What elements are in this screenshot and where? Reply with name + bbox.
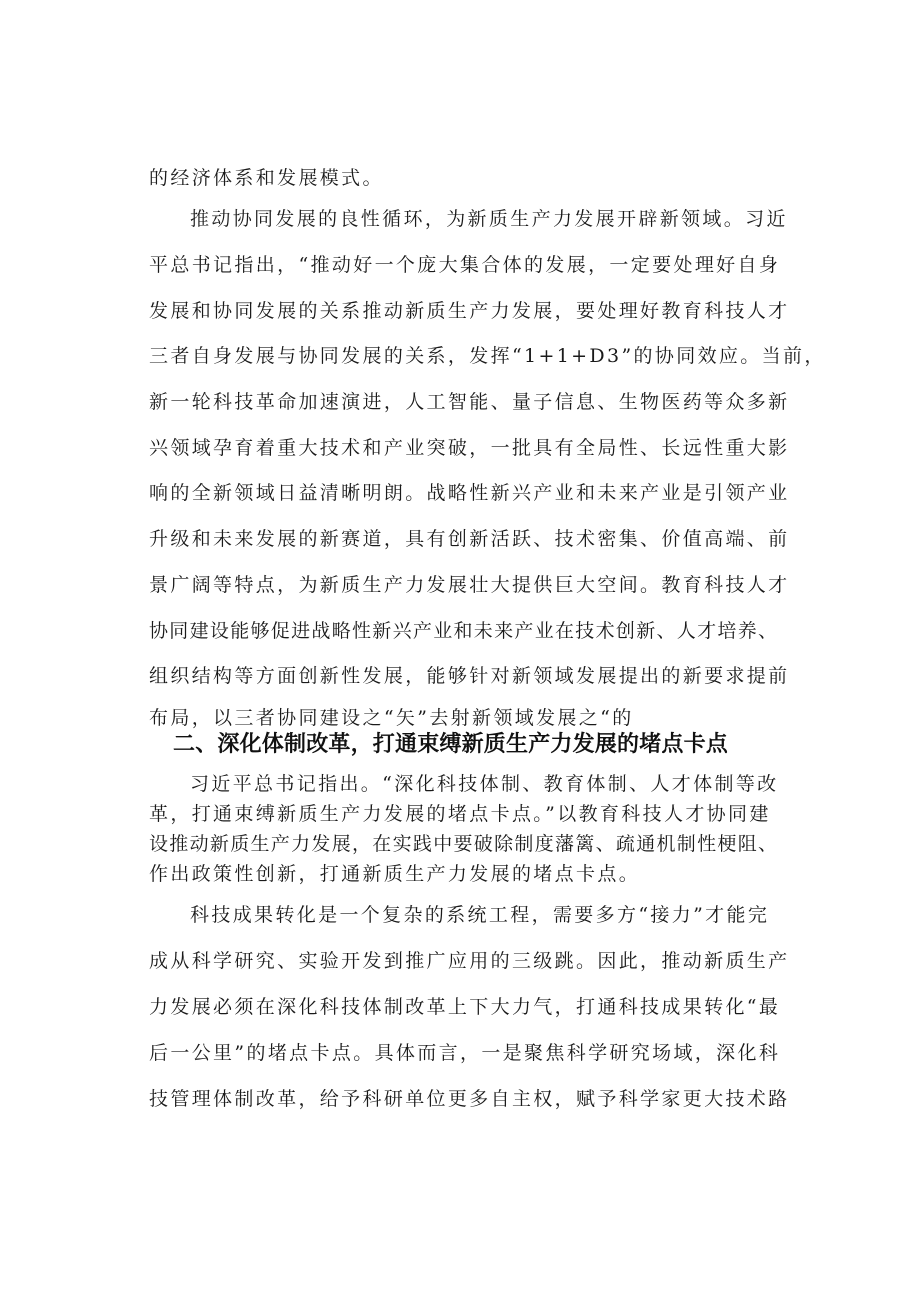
body-text-line: 推动协同发展的良性循环，为新质生产力发展开辟新领域。习近 — [190, 208, 788, 230]
body-text-line: 协同建设能够促进战略性新兴产业和未来产业在技术创新、人才培养、 — [149, 620, 779, 642]
body-text-line: 景广阔等特点，为新质生产力发展壮大提供巨大空间。教育科技人才 — [149, 574, 790, 596]
body-text-line: 作出政策性创新，打通新质生产力发展的堵点卡点。 — [149, 863, 641, 885]
body-text-line: 三者自身发展与协同发展的关系，发挥“1+1+D3”的协同效应。当前， — [149, 345, 826, 367]
body-text-line: 革，打通束缚新质生产力发展的堵点卡点。”以教育科技人才协同建 — [149, 803, 771, 825]
body-text-line: 技管理体制改革，给予科研单位更多自主权，赋予科学家更大技术路 — [149, 1088, 790, 1110]
body-text-line: 升级和未来发展的新赛道，具有创新活跃、技术密集、价值高端、前 — [149, 528, 790, 550]
body-text-line: 兴领域孕育着重大技术和产业突破，一批具有全局性、长远性重大影 — [149, 437, 790, 459]
body-text-line: 习近平总书记指出。“深化科技体制、教育体制、人才体制等改 — [190, 773, 779, 795]
body-text-line: 布局，以三者协同建设之“矢”去射新领域发展之“的 — [149, 707, 634, 729]
body-text-line: 新一轮科技革命加速演进，人工智能、量子信息、生物医药等众多新 — [149, 391, 790, 413]
body-text-line: 后一公里”的堵点卡点。具体而言，一是聚焦科学研究场域，深化科 — [149, 1042, 781, 1064]
body-text-line: 平总书记指出，“推动好一个庞大集合体的发展，一定要处理好自身 — [149, 254, 781, 276]
body-text-line: 力发展必须在深化科技体制改革上下大力气，打通科技成果转化“最 — [149, 996, 781, 1018]
body-text-line: 设推动新质生产力发展，在实践中要破除制度藩篱、疏通机制性梗阻、 — [149, 833, 779, 855]
body-text-line: 响的全新领域日益清晰明朗。战略性新兴产业和未来产业是引领产业 — [149, 482, 790, 504]
body-text-line: 发展和协同发展的关系推动新质生产力发展，要处理好教育科技人才 — [149, 300, 790, 322]
body-text-line: 成从科学研究、实验开发到推广应用的三级跳。因此，推动新质生产 — [149, 950, 790, 972]
body-text-line: 科技成果转化是一个复杂的系统工程，需要多方“接力”才能完 — [190, 904, 770, 926]
body-text-line: 组织结构等方面创新性发展，能够针对新领域发展提出的新要求提前 — [149, 665, 790, 687]
section-heading: 二、深化体制改革，打通束缚新质生产力发展的堵点卡点 — [173, 732, 729, 757]
body-text-line: 的经济体系和发展模式。 — [149, 167, 384, 189]
